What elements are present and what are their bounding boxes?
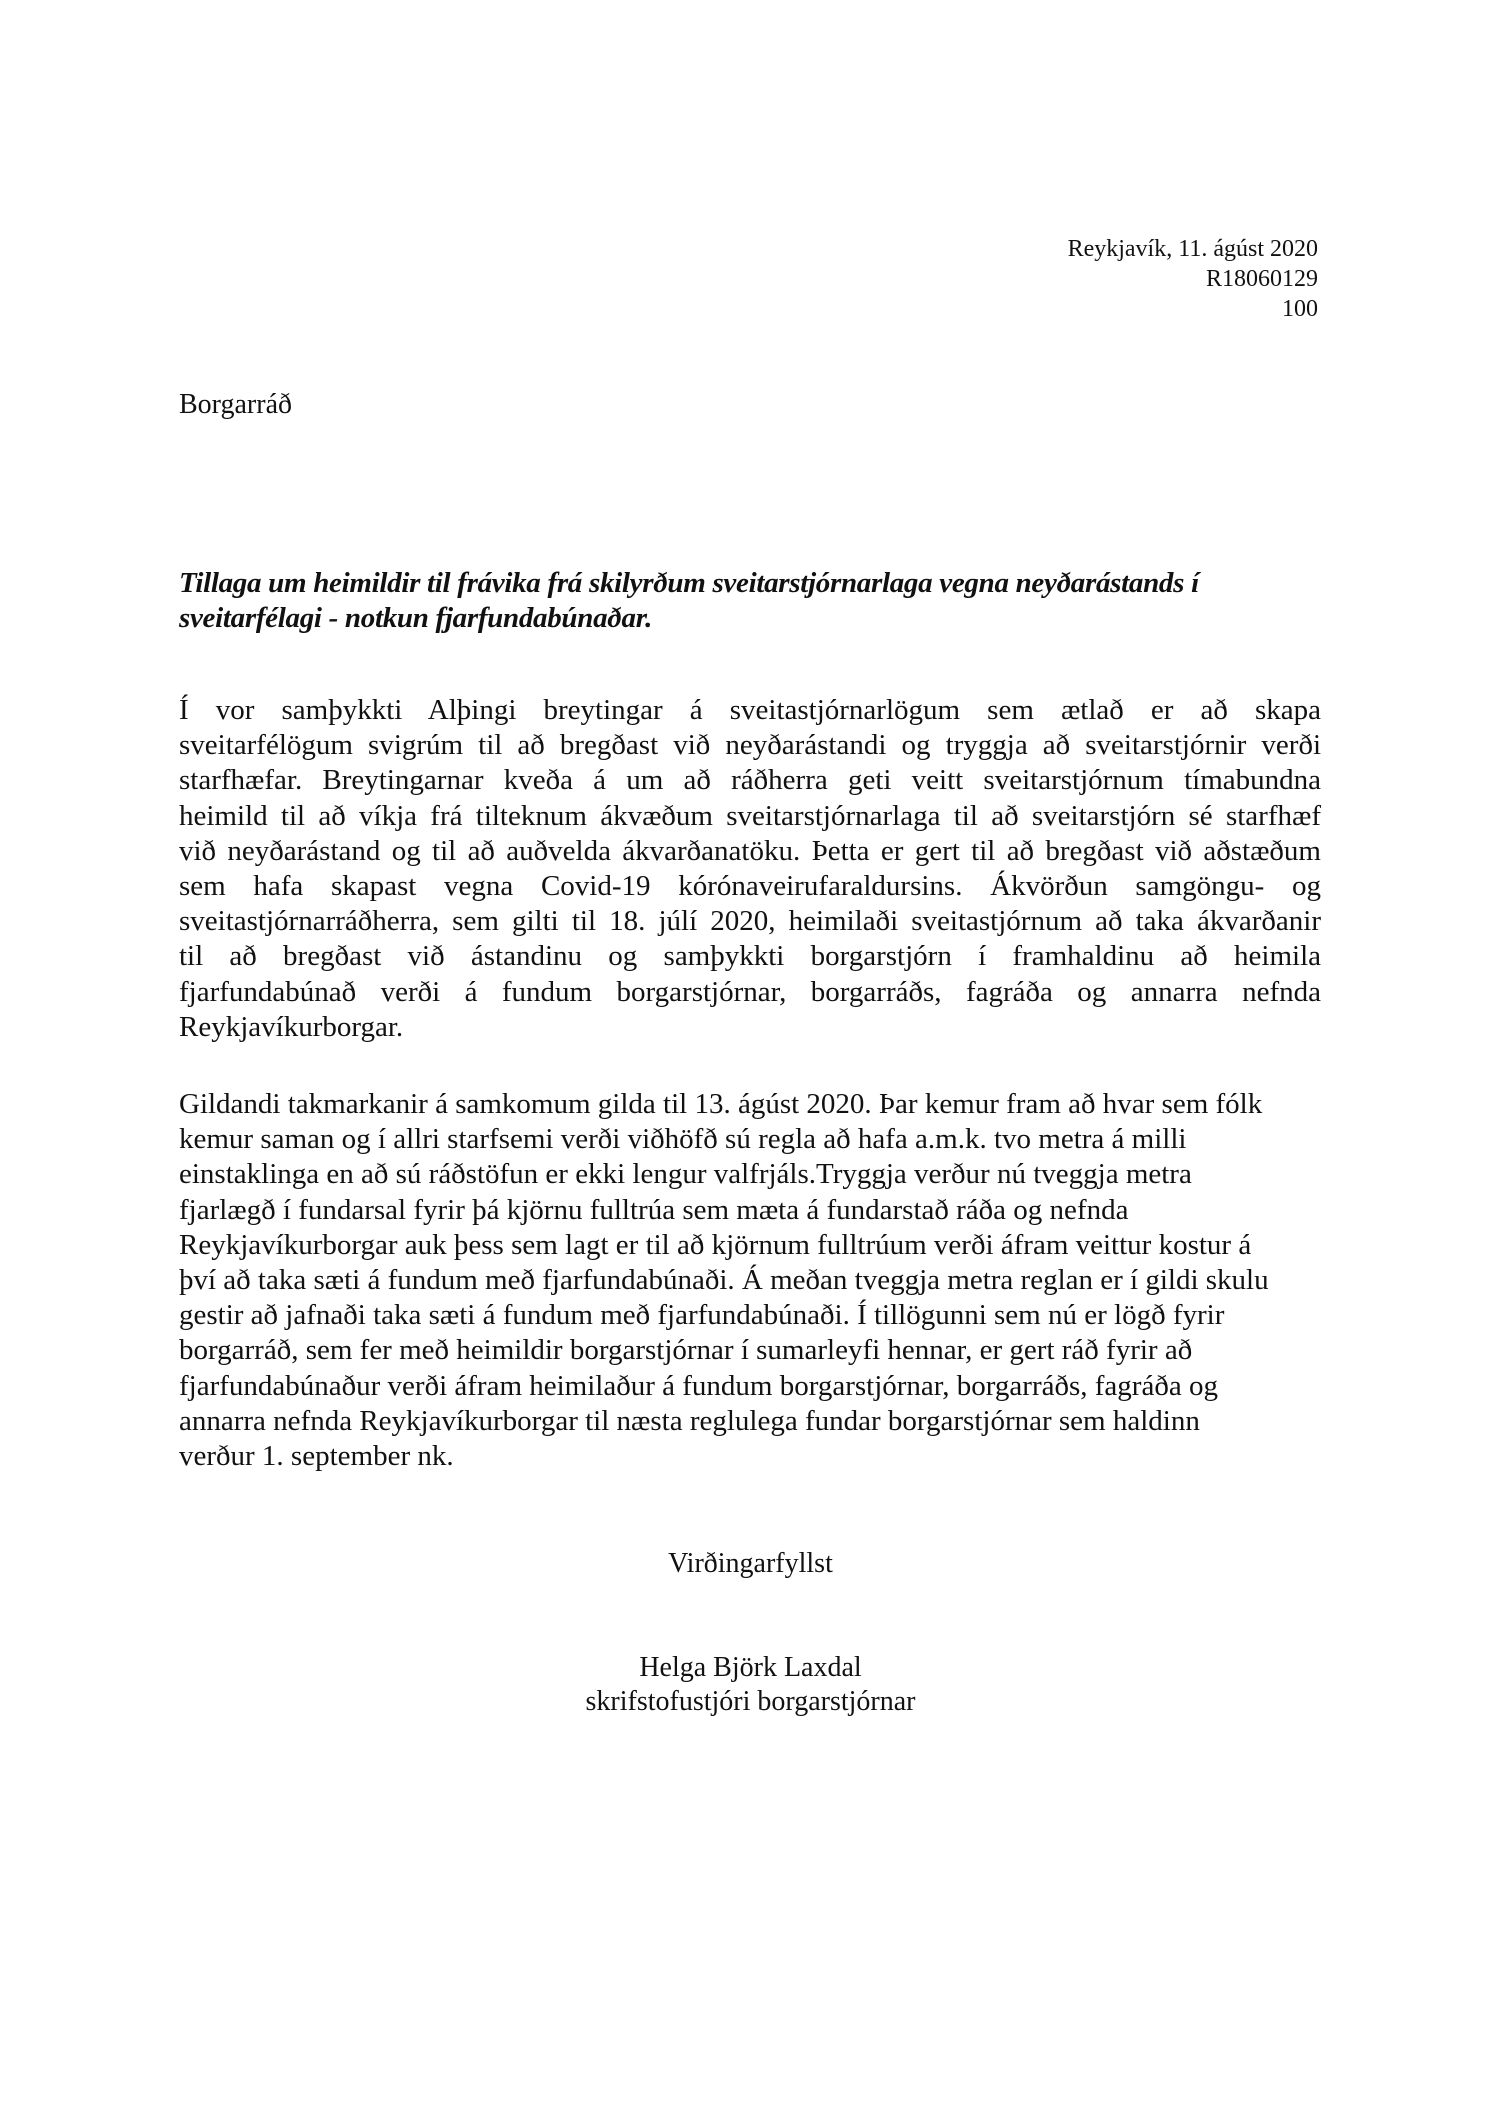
signatory-title: skrifstofustjóri borgarstjórnar bbox=[585, 1686, 916, 1717]
paragraph-line: annarra nefnda Reykjavíkurborgar til næsta reglulega fundar borgarstjórnar sem haldinn bbox=[179, 1404, 1200, 1437]
title-line: Tillaga um heimildir til frávika frá skilyrðum sveitarstjórnarlaga vegna neyðarástands í bbox=[179, 567, 1199, 599]
proposal-title bbox=[179, 566, 1324, 636]
paragraph-line: gestir að jafnaði taka sæti á fundum með fjarfundabúnaði. Í tillögunni sem nú er lögð fyrir bbox=[179, 1299, 1225, 1332]
paragraph-line: fjarlægð í fundarsal fyrir þá kjörnu fulltrúa sem mæta á fundarstað ráða og nefnda bbox=[179, 1193, 1129, 1226]
paragraph-line: fjarfundabúnað verði á fundum borgarstjórnar, borgarráðs, fagráða og annarra nefnda bbox=[179, 975, 1321, 1008]
paragraph-line: verður 1. september nk. bbox=[179, 1440, 454, 1473]
paragraph-line: til að bregðast við ástandinu og samþykkti borgarstjórn í framhaldinu að heimila bbox=[179, 940, 1321, 973]
closing-greeting: Virðingarfyllst bbox=[668, 1548, 833, 1579]
paragraph-line: fjarfundabúnaður verði áfram heimilaður á fundum borgarstjórnar, borgarráðs, fagráða og bbox=[179, 1369, 1218, 1402]
place-date: Reykjavík, 11. ágúst 2020 bbox=[1067, 236, 1318, 262]
letter-header bbox=[1068, 234, 1318, 324]
paragraph-line: einstaklinga en að sú ráðstöfun er ekki lengur valfrjáls.Tryggja verður nú tveggja metra bbox=[179, 1158, 1192, 1191]
signatory-name: Helga Björk Laxdal bbox=[639, 1652, 862, 1683]
recipient: Borgarráð bbox=[179, 389, 292, 420]
title-line: sveitarfélagi - notkun fjarfundabúnaðar. bbox=[179, 602, 653, 634]
reference-number: R18060129 bbox=[1205, 266, 1318, 292]
document-code: 100 bbox=[1282, 296, 1318, 322]
paragraph-line: Reykjavíkurborgar. bbox=[179, 1010, 404, 1043]
paragraph-line: sveitastjórnarráðherra, sem gilti til 18. júlí 2020, heimilaði sveitastjórnum að taka ákvarðanir bbox=[179, 905, 1321, 938]
paragraph-line: við neyðarástand og til að auðvelda ákvarðanatöku. Þetta er gert til að bregðast við aðstæðum bbox=[179, 834, 1321, 867]
paragraph-line: Gildandi takmarkanir á samkomum gilda til 13. ágúst 2020. Þar kemur fram að hvar sem fólk bbox=[179, 1088, 1263, 1120]
paragraph-line: því að taka sæti á fundum með fjarfundabúnaði. Á meðan tveggja metra reglan er í gildi skulu bbox=[179, 1264, 1269, 1297]
body-paragraph-2 bbox=[179, 1087, 1321, 1474]
paragraph-line: sem hafa skapast vegna Covid-19 kórónaveirufaraldursins. Ákvörðun samgöngu- og bbox=[179, 870, 1321, 903]
paragraph-line: heimild til að víkja frá tilteknum ákvæðum sveitarstjórnarlaga til að sveitarstjórn sé starfhæf bbox=[179, 799, 1321, 832]
paragraph-line: Í vor samþykkti Alþingi breytingar á sveitastjórnarlögum sem ætlað er að skapa bbox=[179, 694, 1321, 726]
paragraph-line: starfhæfar. Breytingarnar kveða á um að ráðherra geti veitt sveitarstjórnum tímabundna bbox=[179, 764, 1321, 797]
paragraph-line: kemur saman og í allri starfsemi verði viðhöfð sú regla að hafa a.m.k. tvo metra á milli bbox=[179, 1123, 1187, 1156]
paragraph-line: sveitarfélögum svigrúm til að bregðast við neyðarástandi og tryggja að sveitarstjórnir verði bbox=[179, 729, 1321, 762]
paragraph-line: borgarráð, sem fer með heimildir borgarstjórnar í sumarleyfi hennar, er gert ráð fyrir að bbox=[179, 1334, 1193, 1367]
paragraph-line: Reykjavíkurborgar auk þess sem lagt er til að kjörnum fulltrúum verði áfram veittur kostur á bbox=[179, 1228, 1252, 1261]
body-paragraph-1 bbox=[179, 693, 1321, 1045]
